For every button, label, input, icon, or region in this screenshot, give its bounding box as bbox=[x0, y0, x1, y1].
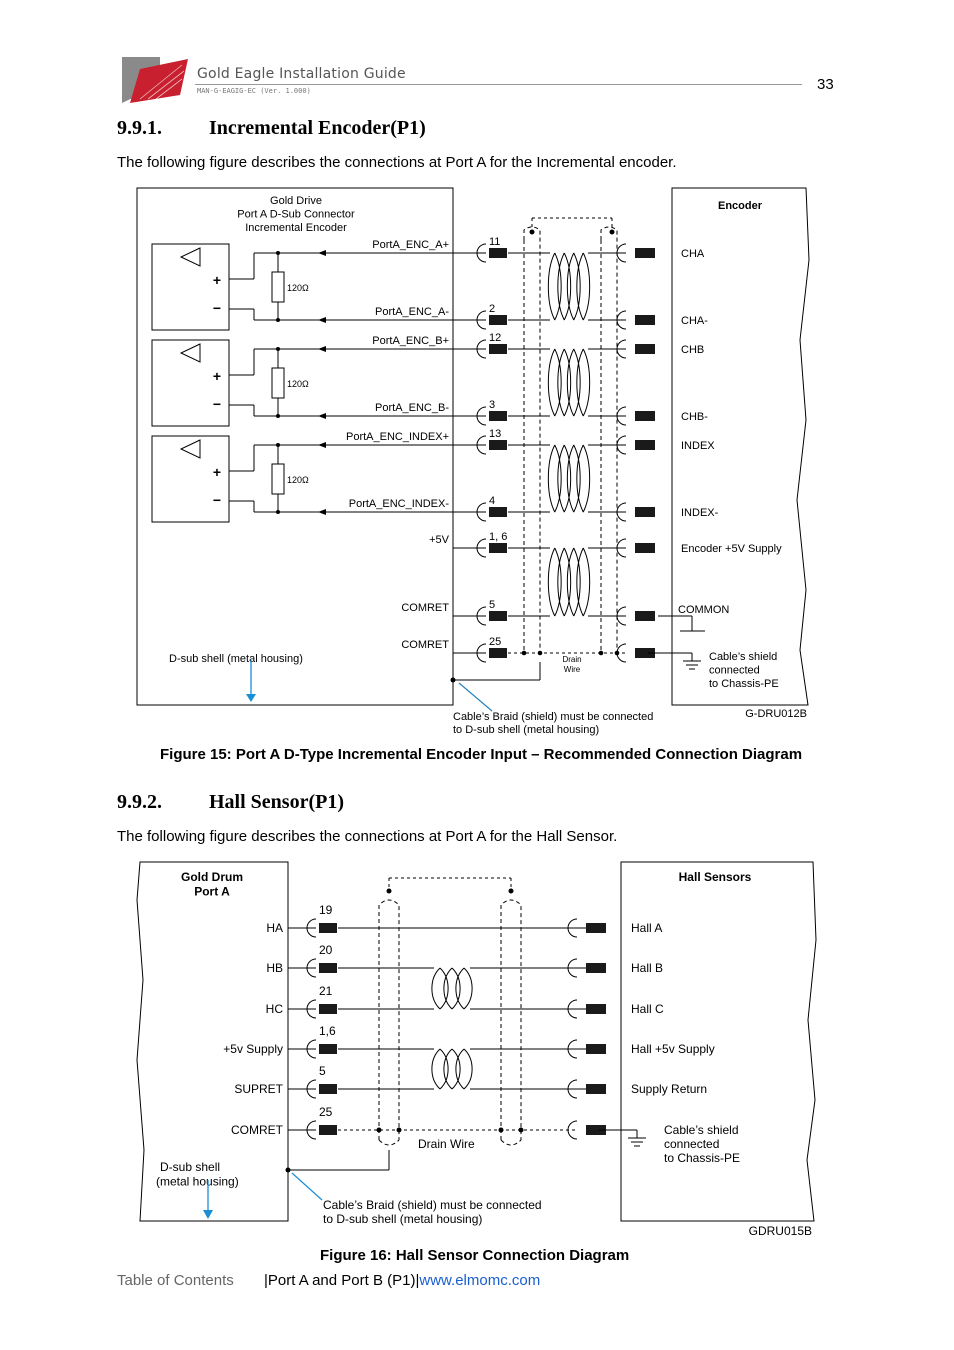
drain-junction bbox=[499, 1128, 504, 1133]
section-number: 9.9.2. bbox=[117, 791, 162, 813]
drain-junction bbox=[377, 1128, 382, 1133]
drain-dot bbox=[610, 230, 615, 235]
pin-number: 3 bbox=[489, 399, 496, 411]
junction-dot bbox=[276, 318, 280, 322]
drive-signal-label: HA bbox=[266, 921, 283, 935]
junction-dot bbox=[276, 414, 280, 418]
hall-sensor-connection-diagram bbox=[130, 855, 830, 1245]
hall-connector-plug bbox=[586, 1044, 606, 1054]
encoder-connector-plug bbox=[635, 611, 655, 621]
pin-number: 1,6 bbox=[319, 1024, 336, 1038]
drive-title-line: Incremental Encoder bbox=[245, 222, 347, 234]
encoder-connector-plug bbox=[635, 507, 655, 517]
footer-section: |Port A and Port B (P1)| bbox=[264, 1272, 420, 1289]
shield-left bbox=[379, 900, 399, 1140]
hall-connector-plug bbox=[586, 1084, 606, 1094]
pin-number: 25 bbox=[489, 636, 502, 648]
termination-resistor bbox=[272, 464, 284, 494]
dsub-shell-label: (metal housing) bbox=[156, 1174, 239, 1189]
pin-number: 1, 6 bbox=[489, 531, 508, 543]
hall-signal-label: Supply Return bbox=[631, 1082, 708, 1096]
encoder-connection-diagram bbox=[130, 184, 830, 744]
drive-signal-label: COMRET bbox=[401, 639, 449, 651]
drive-signal-label: PortA_ENC_B- bbox=[375, 402, 449, 414]
drive-signal-label: PortA_ENC_A- bbox=[375, 306, 449, 318]
pin-number: 25 bbox=[319, 1105, 333, 1119]
drain-label: Drain bbox=[562, 655, 582, 664]
shield-note-line: connected bbox=[709, 664, 760, 677]
resistor-label: 120Ω bbox=[287, 475, 309, 485]
signal-arrow bbox=[318, 250, 326, 256]
drive-connector-plug bbox=[489, 315, 507, 325]
signal-arrow bbox=[318, 509, 326, 515]
drive-connector-plug bbox=[319, 1004, 337, 1014]
drain-junction bbox=[522, 651, 527, 656]
braid-arrow bbox=[292, 1173, 322, 1200]
drain-junction bbox=[519, 1128, 524, 1133]
dsub-arrow-head bbox=[203, 1210, 213, 1219]
junction-dot bbox=[276, 510, 280, 514]
signal-arrow bbox=[318, 317, 326, 323]
pin-number: 21 bbox=[319, 984, 333, 998]
plus-sign: + bbox=[212, 464, 222, 480]
hall-title: Hall Sensors bbox=[678, 870, 752, 884]
drive-connector-plug bbox=[319, 1125, 337, 1135]
resistor-label: 120Ω bbox=[287, 379, 309, 389]
plus-sign: + bbox=[212, 368, 222, 384]
hall-connector-plug bbox=[586, 963, 606, 973]
braid-note-line: Cable’s Braid (shield) must be connected bbox=[323, 1198, 542, 1212]
encoder-connector-plug bbox=[635, 344, 655, 354]
shield-right-bottom bbox=[501, 1140, 521, 1145]
encoder-signal-label: CHB bbox=[681, 344, 705, 356]
drive-title-line: Port A D-Sub Connector bbox=[237, 208, 355, 221]
drive-connector-plug bbox=[319, 963, 337, 973]
twisted-pair-b bbox=[548, 349, 589, 416]
drain-junction bbox=[615, 651, 620, 656]
braid-dot bbox=[286, 1168, 291, 1173]
twisted-pair-index bbox=[548, 445, 589, 512]
encoder-connector-plug bbox=[635, 315, 655, 325]
drive-connector-plug bbox=[489, 611, 507, 621]
encoder-signal-label: INDEX- bbox=[681, 507, 719, 519]
drive-connector-plug bbox=[489, 543, 507, 553]
pin-number: 2 bbox=[489, 303, 496, 315]
braid-note-line: to D-sub shell (metal housing) bbox=[453, 724, 600, 736]
hall-signal-label: Hall A bbox=[631, 921, 663, 935]
shield-right bbox=[501, 900, 521, 1140]
encoder-connector-plug bbox=[635, 248, 655, 258]
dsub-shell-label: D-sub shell bbox=[160, 1160, 221, 1174]
minus-sign: − bbox=[212, 492, 222, 508]
termination-resistor bbox=[272, 272, 284, 302]
encoder-signal-label: CHA bbox=[681, 248, 705, 260]
encoder-signal-label: INDEX bbox=[681, 440, 715, 452]
drive-connector-plug bbox=[319, 1044, 337, 1054]
website-link[interactable]: www.elmomc.com bbox=[419, 1272, 541, 1289]
hall-signal-label: Hall B bbox=[631, 961, 664, 975]
drive-signal-label: COMRET bbox=[231, 1123, 283, 1137]
drive-connector-plug bbox=[319, 1084, 337, 1094]
section-intro: The following figure describes the connections at Port A for the Incremental encoder. bbox=[117, 154, 677, 171]
twisted-pair-power bbox=[432, 1049, 472, 1089]
drive-signal-label: PortA_ENC_INDEX+ bbox=[345, 431, 449, 443]
hall-signal-label: Hall C bbox=[631, 1002, 664, 1016]
header-rule bbox=[195, 84, 802, 85]
section-title: Incremental Encoder(P1) bbox=[209, 117, 426, 139]
signal-arrow bbox=[318, 413, 326, 419]
drive-box bbox=[137, 188, 453, 705]
header-doc-id: MAN-G-EAGIG-EC (Ver. 1.000) bbox=[197, 87, 311, 95]
dsub-arrow-head bbox=[246, 694, 256, 702]
drive-signal-label: +5v Supply bbox=[223, 1042, 283, 1056]
pin-number: 5 bbox=[489, 599, 496, 611]
braid-arrow bbox=[459, 683, 492, 711]
figure-code: GDRU015B bbox=[748, 1224, 812, 1238]
drive-connector-plug bbox=[489, 248, 507, 258]
junction-dot bbox=[276, 443, 280, 447]
pin-number: 4 bbox=[489, 495, 496, 507]
receiver-triangle bbox=[181, 440, 200, 458]
shield-note-line: to Chassis-PE bbox=[664, 1151, 741, 1165]
braid-note-line: to D-sub shell (metal housing) bbox=[323, 1212, 483, 1226]
drive-signal-label: PortA_ENC_INDEX- bbox=[348, 498, 449, 510]
drive-connector-plug bbox=[489, 507, 507, 517]
drain-dot bbox=[387, 889, 392, 894]
encoder-title: Encoder bbox=[717, 200, 763, 212]
shield-right-a bbox=[601, 227, 617, 650]
header-title: Gold Eagle Installation Guide bbox=[197, 66, 406, 82]
shield-note-line: Cable’s shield bbox=[664, 1123, 739, 1137]
drain-label: Wire bbox=[563, 665, 581, 674]
drain-junction bbox=[538, 651, 543, 656]
pin-number: 12 bbox=[489, 332, 502, 344]
drive-connector-plug bbox=[319, 923, 337, 933]
drive-connector-plug bbox=[489, 344, 507, 354]
encoder-signal-label: CHA- bbox=[681, 315, 708, 327]
signal-arrow bbox=[318, 442, 326, 448]
resistor-label: 120Ω bbox=[287, 283, 309, 293]
drive-title-line: Port A bbox=[194, 884, 230, 899]
encoder-connector-plug bbox=[635, 440, 655, 450]
encoder-signal-label: CHB- bbox=[681, 411, 708, 423]
shield-left-a bbox=[524, 227, 540, 650]
shield-left-bottom bbox=[379, 1140, 399, 1145]
drive-connector-plug bbox=[489, 411, 507, 421]
pin-number: 11 bbox=[489, 236, 501, 248]
minus-sign: − bbox=[212, 396, 222, 412]
drive-connector-plug bbox=[489, 440, 507, 450]
drive-title-line: Gold Drive bbox=[270, 195, 322, 207]
twisted-pair-hb-hc bbox=[432, 968, 472, 1009]
encoder-connector-plug bbox=[635, 543, 655, 553]
twisted-pair-a bbox=[548, 253, 589, 320]
encoder-signal-label: Encoder +5V Supply bbox=[681, 543, 782, 555]
receiver-triangle bbox=[181, 248, 200, 266]
junction-dot bbox=[276, 251, 280, 255]
shield-note-line: to Chassis-PE bbox=[709, 678, 779, 690]
shield-note-line: Cable’s shield bbox=[709, 651, 778, 663]
drain-dot bbox=[509, 889, 514, 894]
braid-dot bbox=[451, 678, 456, 683]
section-number: 9.9.1. bbox=[117, 117, 162, 139]
receiver-triangle bbox=[181, 344, 200, 362]
drain-junction bbox=[397, 1128, 402, 1133]
shield-note-line: connected bbox=[664, 1137, 720, 1151]
drive-signal-label: COMRET bbox=[401, 602, 449, 614]
page-number: 33 bbox=[817, 76, 834, 93]
twisted-pair-power bbox=[548, 548, 589, 616]
drive-signal-label: HC bbox=[265, 1002, 283, 1016]
termination-resistor bbox=[272, 368, 284, 398]
hall-signal-label: Hall +5v Supply bbox=[631, 1042, 715, 1056]
pin-number: 19 bbox=[319, 903, 333, 917]
drain-junction bbox=[599, 651, 604, 656]
drive-signal-label: +5V bbox=[429, 534, 449, 546]
encoder-connector-plug bbox=[635, 411, 655, 421]
pin-number: 20 bbox=[319, 943, 333, 957]
figure-code: G-DRU012B bbox=[745, 708, 807, 720]
drain-label: Drain Wire bbox=[418, 1137, 475, 1151]
drive-signal-label: PortA_ENC_A+ bbox=[372, 239, 449, 251]
drain-dot bbox=[530, 230, 535, 235]
drive-signal-label: HB bbox=[266, 961, 283, 975]
braid-note-line: Cable’s Braid (shield) must be connected bbox=[453, 711, 654, 723]
plus-sign: + bbox=[212, 272, 222, 288]
drive-signal-label: PortA_ENC_B+ bbox=[372, 335, 449, 347]
footer-nav bbox=[264, 1272, 540, 1289]
minus-sign: − bbox=[212, 300, 222, 316]
drive-title-line: Gold Drum bbox=[181, 870, 243, 884]
dsub-shell-label: D-sub shell (metal housing) bbox=[169, 653, 303, 665]
pin-number: 13 bbox=[489, 428, 502, 440]
hall-connector-plug bbox=[586, 1004, 606, 1014]
pin-number: 5 bbox=[319, 1064, 326, 1078]
figure-15-caption: Figure 15: Port A D-Type Incremental Encoder Input – Recommended Connection Diagram bbox=[160, 746, 803, 763]
table-of-contents-link[interactable]: Table of Contents bbox=[117, 1272, 234, 1289]
junction-dot bbox=[276, 347, 280, 351]
section-title: Hall Sensor(P1) bbox=[209, 791, 344, 813]
elmo-logo bbox=[120, 55, 190, 105]
section-intro: The following figure describes the connections at Port A for the Hall Sensor. bbox=[117, 828, 618, 845]
figure-16-caption: Figure 16: Hall Sensor Connection Diagram bbox=[320, 1247, 630, 1264]
encoder-signal-label: COMMON bbox=[678, 604, 730, 616]
drive-connector-plug bbox=[489, 648, 507, 658]
drive-signal-label: SUPRET bbox=[234, 1082, 283, 1096]
hall-connector-plug bbox=[586, 923, 606, 933]
signal-arrow bbox=[318, 346, 326, 352]
